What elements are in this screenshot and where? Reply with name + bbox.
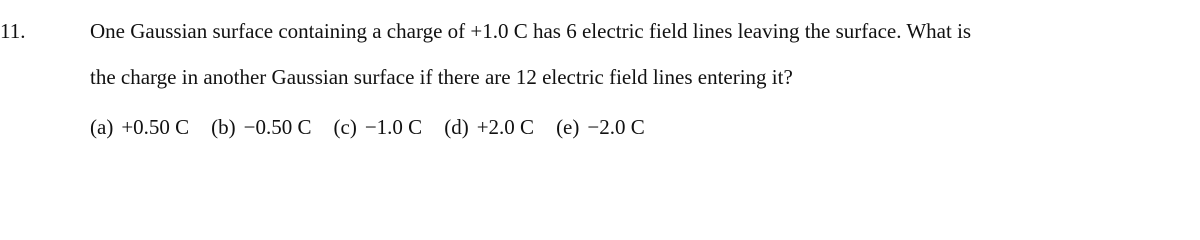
question-stem-line-1: One Gaussian surface containing a charge of +1.0 C has 6 electric field lines leaving the surface. What is [90,19,972,43]
question-number: 11. [0,19,26,43]
choice-letter: (e) [556,115,580,139]
question-stem-line-2: the charge in another Gaussian surface if there are 12 electric field lines entering it? [90,65,793,89]
choice-text: −2.0 C [587,115,645,139]
choice-letter: (d) [444,115,469,139]
choice-c [334,112,423,142]
choice-e [556,112,645,142]
choice-a [90,112,189,142]
choice-d [444,112,534,142]
answer-choices [90,112,645,142]
choice-text: +2.0 C [476,115,535,139]
choice-letter: (c) [333,115,357,139]
choice-b [211,112,311,142]
choice-letter: (b) [211,115,236,139]
choice-letter: (a) [90,115,114,139]
choice-text: −1.0 C [364,115,423,139]
choice-text: −0.50 C [243,115,312,139]
choice-text: +0.50 C [121,115,190,139]
